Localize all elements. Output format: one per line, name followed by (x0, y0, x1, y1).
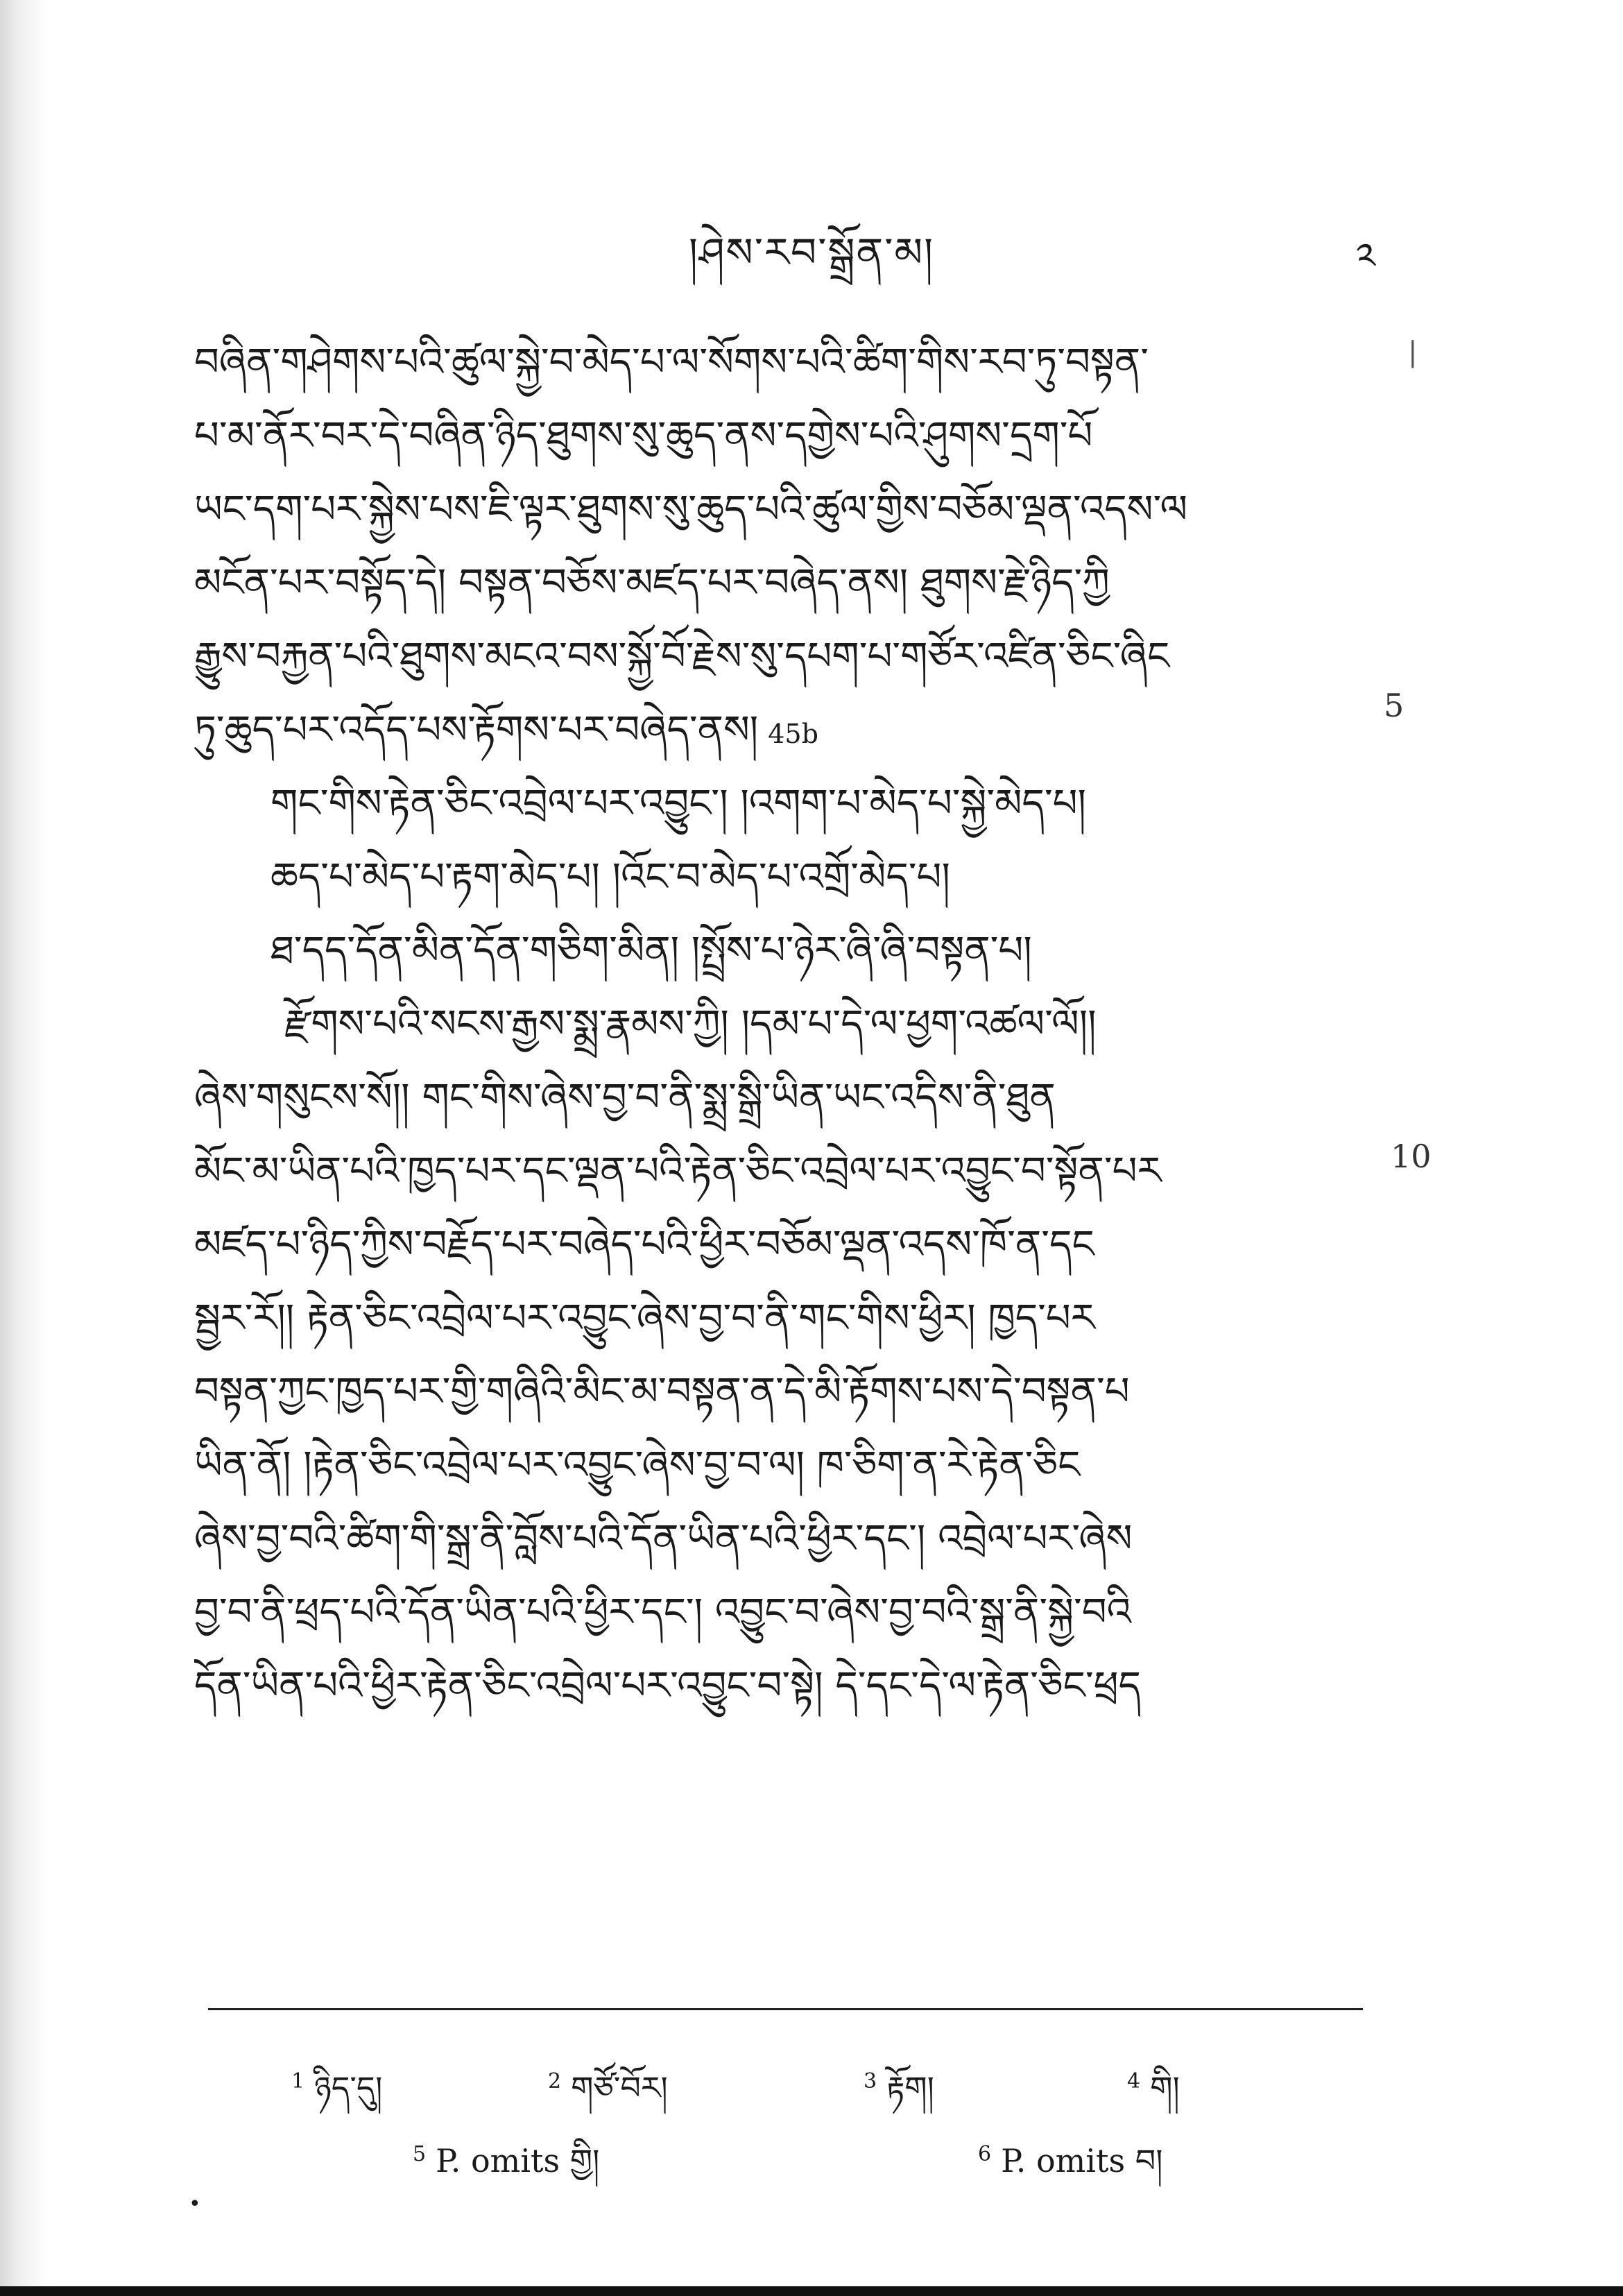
text-line: ཡང་དག་པར་སྐྱེས་པས་ཇི་ལྟར་ཐུགས་སུ་ཆུད་པའི་ཚུལ་གྱིས་བཅོམ་ལྡན་འདས་ལ (194, 487, 1188, 532)
footnote-number: 6 (978, 2141, 992, 2166)
footnote (291, 2053, 382, 2143)
commentary-line: དོན་ཡིན་པའི་ཕྱིར་རྟེན་ཅིང་འབྲེལ་པར་འབྱུང་བ་སྟེ། དེ་དང་དེ་ལ་རྟེན་ཅིང་ཕྲད (194, 1663, 1141, 1708)
verse-line: ཆད་པ་མེད་པ་རྟག་མེད་པ། །འོང་བ་མེད་པ་འགྲོ་མེད་པ། (270, 855, 950, 900)
text-line: ཏུ་ཆུད་པར་འདོད་པས་རྟོགས་པར་བཞེད་ནས། (194, 708, 759, 753)
main-text (194, 326, 1373, 1723)
text-line: མངོན་པར་བསྟོད་དེ། བསྟན་བཅོས་མཛད་པར་བཞེད་ནས། ཐུགས་རྗེ་ཉིད་ཀྱི (194, 560, 1110, 606)
footnote-number: 5 (413, 2141, 427, 2166)
footnote-text: ཉིད་དུ། (314, 2069, 383, 2107)
footnote-text: གཙོ་བོར། (571, 2069, 668, 2107)
margin-line-number: 10 (1391, 1138, 1432, 1175)
text-line: བཞིན་གཤེགས་པའི་ཚུལ་སྐྱེ་བ་མེད་པ་ལ་སོགས་པའི་ཚིག་གིས་རབ་ཏུ་བསྟན་ (194, 340, 1149, 385)
footnote-number: 1 (291, 2068, 305, 2093)
commentary-line: སྦྱར་རོ།། རྟེན་ཅིང་འབྲེལ་པར་འབྱུང་ཞེས་བྱ་བ་ནི་གང་གིས་ཕྱིར། ཁྱད་པར (194, 1296, 1095, 1341)
footnote-rule (208, 2008, 1363, 2010)
text-line-with-folio (194, 694, 1373, 767)
text-line: པ་མ་ནོར་བར་དེ་བཞིན་ཉིད་ཐུགས་སུ་ཆུད་ནས་དགྱེས་པའི་ཤུགས་དྲག་པོ (194, 413, 1093, 459)
page-number: ༢ (1356, 235, 1375, 279)
running-title: །ཤེས་རབ་སྒྲོན་མ། (689, 229, 934, 276)
footnote-text: P. omits གྱི། (436, 2142, 600, 2179)
page-edge-shadow (0, 0, 49, 2296)
commentary-line: མོང་མ་ཡིན་པའི་ཁྱད་པར་དང་ལྡན་པའི་རྟེན་ཅིང་འབྲེལ་པར་འབྱུང་བ་སྟོན་པར (194, 1149, 1162, 1194)
verse-line: ཐ་དད་དོན་མིན་དོན་གཅིག་མིན། །སྤྲོས་པ་ཉེར་ཞི་ཞི་བསྟན་པ། (270, 928, 1032, 973)
verse-line: གང་གིས་རྟེན་ཅིང་འབྲེལ་པར་འབྱུང་། །འགག་པ་མེད་པ་སྐྱེ་མེད་པ། (270, 781, 1086, 826)
scan-bottom-border (0, 2286, 1623, 2296)
commentary-line: ཡིན་ནོ། །རྟེན་ཅིང་འབྲེལ་པར་འབྱུང་ཞེས་བྱ་བ་ལ། ཁ་ཅིག་ན་རེ་རྟེན་ཅིང (194, 1443, 1081, 1488)
footnote-number: 3 (864, 2068, 877, 2093)
commentary-line: མཛད་པ་ཉིད་ཀྱིས་བརྗོད་པར་བཞེད་པའི་ཕྱིར་བཅོམ་ལྡན་འདས་ཁོ་ན་དང (194, 1222, 1094, 1267)
footnote-text: P. omits བ། (1001, 2142, 1163, 2179)
stray-mark: • (189, 2192, 201, 2216)
commentary-line: བསྟན་ཀྱང་ཁྱད་པར་གྱི་གཞིའི་མིང་མ་བསྟན་ན་དེ་མི་རྟོགས་པས་དེ་བསྟན་པ (194, 1369, 1130, 1414)
margin-mark: | (1408, 336, 1418, 368)
footnote-text: རྟོག། (886, 2069, 934, 2107)
footnote-text: གི། (1150, 2069, 1180, 2107)
margin-line-number: 5 (1384, 687, 1405, 724)
footnote (978, 2126, 1162, 2216)
text-line: རྒྱུས་བརྐྱན་པའི་ཐུགས་མངའ་བས་སྐྱོ་བོ་རྗེས་སུ་དཔག་པ་གཙོར་འཛིན་ཅིང་ཞིང (194, 634, 1170, 679)
footnote (864, 2053, 934, 2143)
commentary-line: ཞེས་བྱ་བའི་ཚིག་གི་སྒྲ་ནི་བློས་པའི་དོན་ཡིན་པའི་ཕྱིར་དང་། འབྲེལ་པར་ཞེས (194, 1516, 1133, 1561)
verse-line: རྫོགས་པའི་སངས་རྒྱས་སྨྲ་རྣམས་ཀྱི། །དམ་པ་དེ་ལ་ཕྱག་འཚལ་ལོ།། (284, 1002, 1097, 1047)
commentary-line: བྱ་བ་ནི་ཕྲད་པའི་དོན་ཡིན་པའི་ཕྱིར་དང་། འབྱུང་བ་ཞེས་བྱ་བའི་སྒྲ་ནི་སྐྱེ་བའི (194, 1590, 1131, 1635)
footnote-number: 2 (548, 2068, 562, 2093)
footnote-number: 4 (1127, 2068, 1141, 2093)
folio-reference: 45b (768, 719, 818, 749)
commentary-line: ཞེས་གསུངས་སོ།། གང་གིས་ཞེས་བྱ་བ་ནི་སྨྲ་སྒྲི་ཡིན་ཡང་འདིས་ནི་ཐུན (194, 1075, 1056, 1120)
footnote (413, 2126, 599, 2216)
